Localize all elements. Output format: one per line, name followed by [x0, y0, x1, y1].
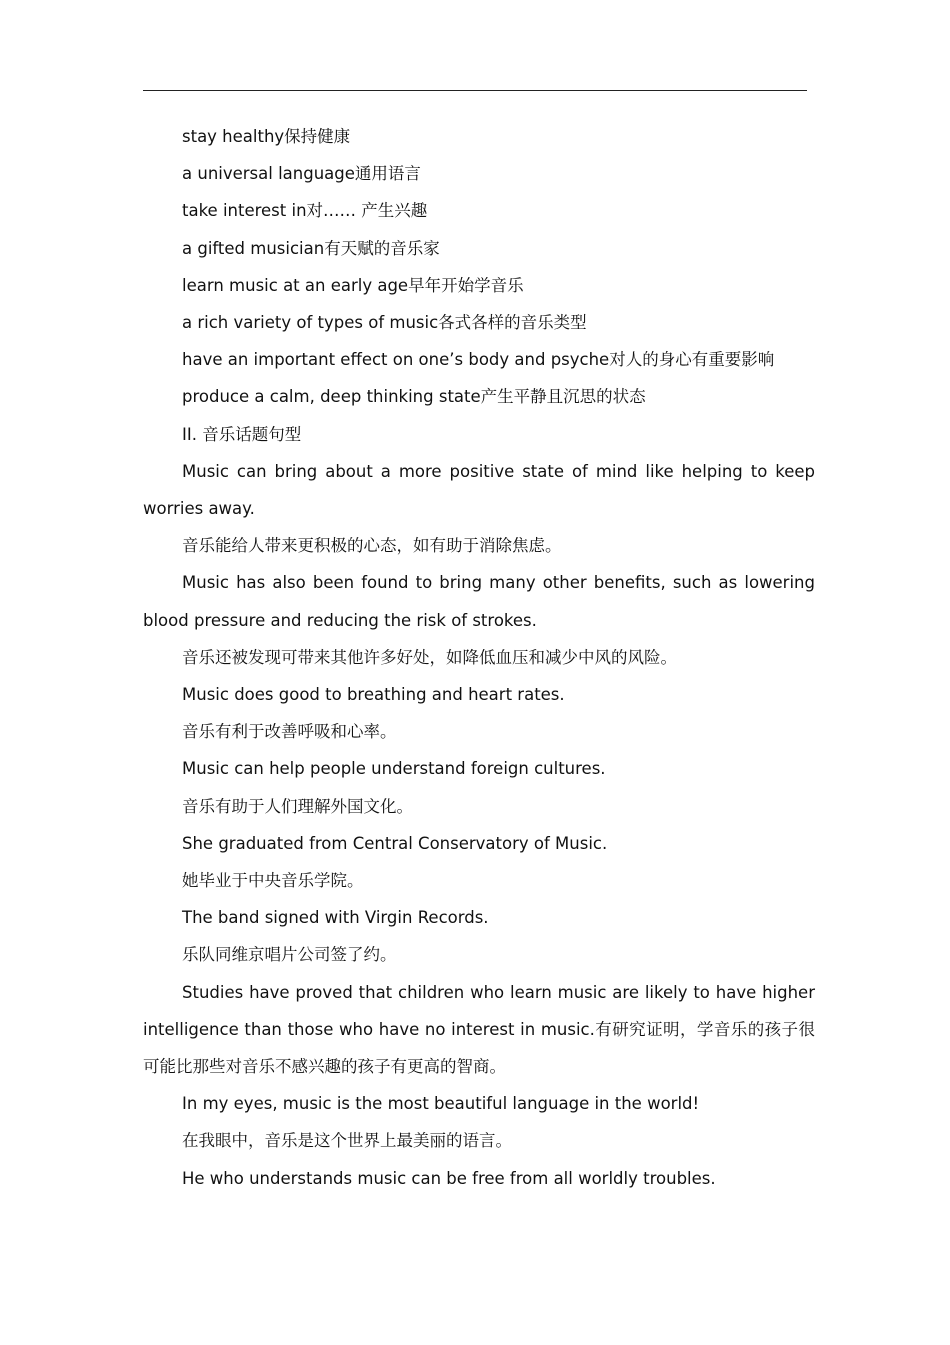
sentence-english: In my eyes, music is the most beautiful language in the world! [182, 1094, 700, 1114]
sentence-chinese: 音乐能给人带来更积极的心态，如有助于消除焦虑。 [182, 536, 562, 556]
sentence-english: Music can help people understand foreign cultures. [182, 759, 606, 779]
sentence-english: She graduated from Central Conservatory of Music. [182, 833, 608, 853]
header-rule [143, 90, 807, 91]
sentence-english: Music does good to breathing and heart rates. [182, 685, 565, 705]
phrase-line: a universal language通用语言 [182, 164, 421, 184]
sentence-english: Music can bring about a more positive state of mind like helping to keep worries away. [143, 461, 815, 519]
document-body [143, 118, 815, 1197]
sentence-chinese: 音乐有助于人们理解外国文化。 [182, 796, 413, 816]
sentence-chinese: 在我眼中，音乐是这个世界上最美丽的语言。 [182, 1131, 512, 1151]
phrase-line: have an important effect on one’s body and psyche对人的身心有重要影响 [182, 350, 775, 370]
sentence-chinese: 乐队同维京唱片公司签了约。 [182, 945, 397, 965]
sentence-chinese: 她毕业于中央音乐学院。 [182, 871, 364, 891]
phrase-line: a gifted musician有天赋的音乐家 [182, 238, 440, 258]
sentence-chinese: 音乐还被发现可带来其他许多好处，如降低血压和减少中风的风险。 [182, 647, 677, 667]
sentence-english: He who understands music can be free from all worldly troubles. [182, 1168, 716, 1188]
phrase-line: a rich variety of types of music各式各样的音乐类型 [182, 313, 587, 333]
phrase-line: produce a calm, deep thinking state产生平静且沉思的状态 [182, 387, 646, 407]
section-heading: II. 音乐话题句型 [182, 424, 302, 444]
phrase-line: stay healthy保持健康 [182, 127, 351, 146]
sentence-chinese: 音乐有利于改善呼吸和心率。 [182, 722, 397, 742]
phrase-line: take interest in对…… 产生兴趣 [182, 201, 428, 221]
sentence-english: The band signed with Virgin Records. [182, 908, 489, 928]
phrase-line: learn music at an early age早年开始学音乐 [182, 275, 524, 295]
sentence-bilingual: Studies have proved that children who learn music are likely to have higher intelligence than those who have no interest in music.有研究证明，学音乐的孩子很可能比那些对音乐不感兴趣的孩子有更高的智商。 [143, 982, 815, 1077]
sentence-english: Music has also been found to bring many other benefits, such as lowering blood pressure and reducing the risk of strokes. [143, 573, 815, 630]
